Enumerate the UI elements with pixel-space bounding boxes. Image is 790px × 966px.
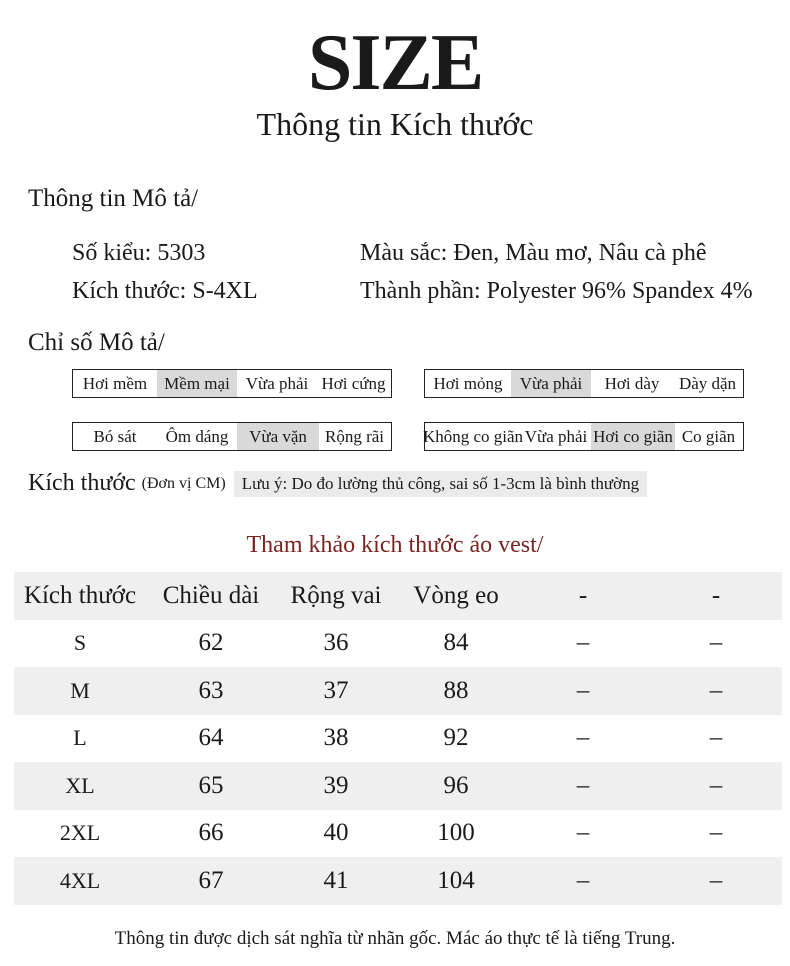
table-cell: 84: [443, 629, 469, 657]
thickness-scale: [424, 369, 744, 398]
table-header-row: [14, 572, 782, 620]
fit-option: Bó sát: [93, 426, 137, 446]
stretch-option: Vừa phải: [524, 426, 588, 446]
thickness-option: Hơi mỏng: [433, 373, 503, 393]
table-cell: 92: [443, 724, 469, 752]
size-table: [14, 572, 782, 905]
header-cell: Kích thước: [23, 581, 137, 609]
table-cell: 40: [323, 819, 349, 847]
table-cell: 37: [323, 676, 349, 704]
table-cell: 63: [198, 676, 224, 704]
table-cell: –: [709, 819, 723, 847]
table-cell: 38: [323, 724, 349, 752]
table-cell: –: [709, 724, 723, 752]
fit-scale: [72, 422, 392, 451]
table-row: [14, 620, 782, 668]
table-cell: –: [709, 676, 723, 704]
header-cell: Rộng vai: [290, 581, 382, 609]
size-label: Kích thước: [28, 470, 136, 496]
size-note-row: [28, 470, 647, 497]
table-cell: –: [709, 771, 723, 799]
table-cell: 64: [198, 724, 224, 752]
table-cell: 88: [443, 676, 469, 704]
fit-option-selected: Vừa vặn: [237, 423, 319, 450]
page-subtitle: Thông tin Kích thước: [256, 106, 534, 142]
table-cell: –: [576, 676, 590, 704]
softness-option: Hơi cứng: [321, 373, 386, 393]
table-cell: 4XL: [59, 867, 101, 893]
table-cell: M: [70, 677, 90, 703]
composition-info: Thành phần: Polyester 96% Spandex 4%: [360, 278, 753, 304]
stretch-option: Không co giãn: [422, 426, 524, 446]
thickness-option: Hơi dày: [604, 373, 660, 393]
size-range: Kích thước: S-4XL: [72, 278, 258, 304]
page-title: SIZE: [307, 19, 483, 107]
thickness-option-selected: Vừa phải: [511, 370, 591, 397]
table-cell: –: [576, 771, 590, 799]
fit-option: Ôm dáng: [165, 426, 229, 446]
unit-label: (Đơn vị CM): [141, 474, 226, 492]
header-cell: -: [711, 581, 721, 609]
table-cell: –: [709, 629, 723, 657]
softness-option: Vừa phải: [245, 373, 309, 393]
table-row: [14, 715, 782, 763]
table-cell: 100: [437, 819, 475, 847]
reference-title: Tham khảo kích thước áo vest/: [246, 532, 544, 558]
table-cell: 65: [198, 771, 224, 799]
table-cell: –: [709, 866, 723, 894]
table-cell: 41: [323, 866, 349, 894]
stretch-scale: [424, 422, 744, 451]
description-heading: Thông tin Mô tả/: [28, 185, 199, 212]
table-row: [14, 667, 782, 715]
measurement-note: Lưu ý: Do đo lường thủ công, sai số 1-3cm là bình thường: [234, 471, 647, 497]
table-cell: 2XL: [59, 820, 101, 846]
header-cell: Vòng eo: [413, 581, 499, 609]
colors-info: Màu sắc: Đen, Màu mơ, Nâu cà phê: [360, 240, 707, 266]
fit-option: Rộng rãi: [324, 426, 385, 446]
table-cell: XL: [65, 772, 95, 798]
table-cell: 67: [198, 866, 224, 894]
footer-note: Thông tin được dịch sát nghĩa từ nhãn gốc. Mác áo thực tế là tiếng Trung.: [114, 928, 676, 949]
table-cell: –: [576, 866, 590, 894]
thickness-option: Dày dặn: [678, 373, 737, 393]
softness-option-selected: Mềm mại: [157, 370, 237, 397]
indices-heading: Chỉ số Mô tả/: [28, 329, 165, 356]
table-cell: 96: [443, 771, 469, 799]
table-cell: 66: [198, 819, 224, 847]
header-cell: -: [578, 581, 588, 609]
table-cell: 36: [323, 629, 349, 657]
softness-option: Hơi mềm: [82, 373, 148, 393]
table-cell: –: [576, 724, 590, 752]
table-row: [14, 810, 782, 858]
table-cell: L: [73, 725, 87, 751]
table-cell: 39: [323, 771, 349, 799]
table-row: [14, 762, 782, 810]
header-cell: Chiều dài: [162, 581, 260, 609]
table-cell: –: [576, 819, 590, 847]
style-number: Số kiểu: 5303: [72, 240, 206, 266]
stretch-option-selected: Hơi co giãn: [591, 423, 675, 450]
table-cell: 104: [437, 866, 475, 894]
table-row: [14, 857, 782, 905]
table-cell: 62: [198, 629, 224, 657]
table-cell: –: [576, 629, 590, 657]
softness-scale: [72, 369, 392, 398]
table-cell: S: [73, 630, 87, 656]
stretch-option: Co giãn: [681, 426, 736, 446]
